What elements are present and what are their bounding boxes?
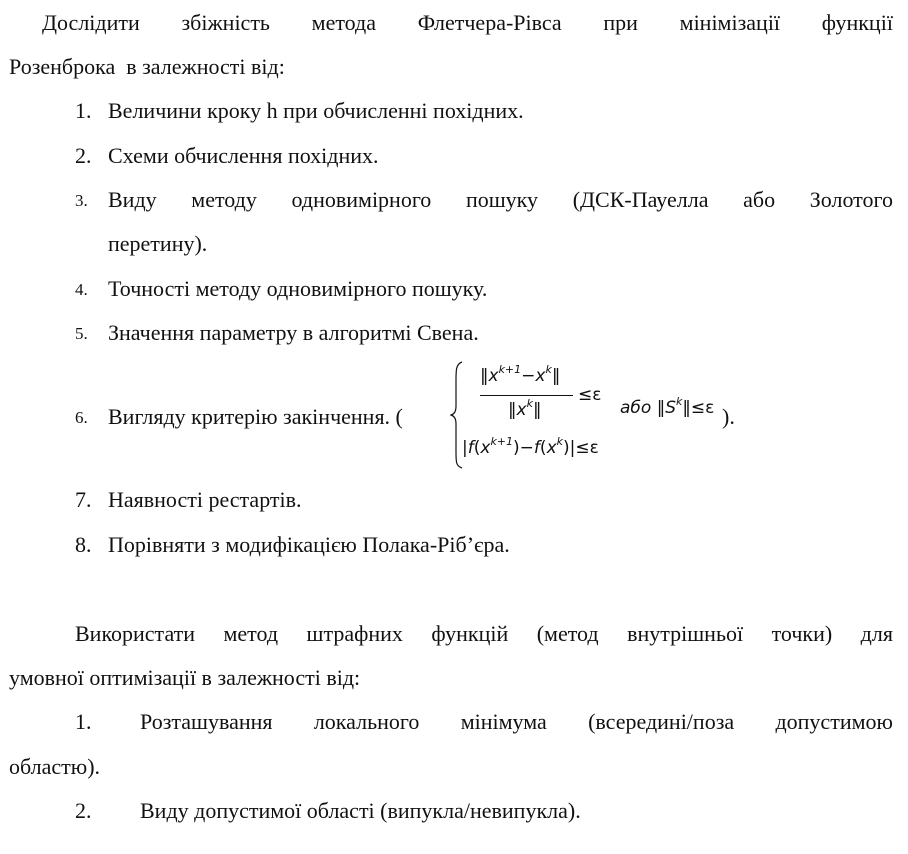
word: метода <box>311 10 377 35</box>
list-item-text: Значення параметру в алгоритмі Свена. <box>108 320 479 345</box>
list-item-text-line2: перетину). <box>108 231 208 256</box>
word: (ДСК-Пауелла <box>572 187 709 212</box>
word: внутрішньої <box>627 621 744 646</box>
list-number: 6. <box>75 408 88 427</box>
leq-epsilon: ≤ε <box>578 385 602 405</box>
word: функції <box>821 10 893 35</box>
word: точки) <box>771 621 833 646</box>
list-item-text: Вигляду критерію закінчення. ( <box>108 404 403 429</box>
word: пошуку <box>465 187 539 212</box>
list-number: 4. <box>75 280 88 299</box>
list-number: 2. <box>75 143 92 168</box>
word: методу <box>191 187 257 212</box>
formula-closing: ). <box>722 404 735 429</box>
list-item-text: Порівняти з модифікацією Полака-Ріб’єра. <box>108 532 510 557</box>
list-number: 5. <box>75 324 88 343</box>
word: метод <box>223 621 279 646</box>
list-item-text-line2: областю). <box>9 754 101 779</box>
intro-paragraph-line1 <box>42 10 893 36</box>
word: (всередині/поза <box>588 709 735 734</box>
word: штрафних <box>306 621 403 646</box>
word: збіжність <box>181 10 270 35</box>
word: Золотого <box>809 187 893 212</box>
word: мінімізації <box>679 10 781 35</box>
list-number: 2. <box>75 798 92 823</box>
word: одновимірного <box>291 187 432 212</box>
fraction-numerator: $‖x^{k+1}-x^k‖$ <box>480 363 561 386</box>
intro-paragraph-line2: Розенброка в залежності від: <box>9 54 285 79</box>
list-number: 3. <box>75 191 88 210</box>
word: локального <box>313 709 420 734</box>
list-number: 1. <box>75 709 92 734</box>
word: Виду <box>108 187 157 212</box>
word: Дослідити <box>42 10 140 35</box>
word: при <box>603 10 638 35</box>
list-item-text: Виду допустимої області (випукла/невипукла). <box>140 798 581 823</box>
fraction-bar <box>480 395 573 396</box>
word: або <box>743 187 776 212</box>
function-difference: $|f(x^{k+1})-f(x^k)|\le\varepsilon$ <box>462 435 599 458</box>
alternative-criterion: або $‖S^k‖\le\varepsilon$ <box>620 395 715 418</box>
list-item-text: Наявності рестартів. <box>108 487 302 512</box>
word: (метод <box>536 621 599 646</box>
intro-paragraph-line2: умовної оптимізації в залежності від: <box>9 665 361 690</box>
list-item-text: Точності методу одновимірного пошуку. <box>108 276 488 301</box>
list-number: 8. <box>75 532 92 557</box>
word: мінімума <box>460 709 547 734</box>
word: функцій <box>431 621 509 646</box>
list-number: 7. <box>75 487 92 512</box>
word: Використати <box>75 621 196 646</box>
list-item-text: Схеми обчислення похідних. <box>108 143 379 168</box>
list-item-text-line1 <box>140 709 893 735</box>
intro-paragraph-line1 <box>75 621 893 647</box>
word: Флетчера-Рівса <box>417 10 562 35</box>
word: Розташування <box>140 709 273 734</box>
word: допустимою <box>775 709 893 734</box>
list-item-text-line1 <box>108 187 893 213</box>
list-item-text: Величини кроку h при обчисленні похідних. <box>108 98 524 123</box>
list-number: 1. <box>75 98 92 123</box>
fraction-denominator: $‖x^k‖$ <box>508 397 542 420</box>
word: для <box>860 621 893 646</box>
